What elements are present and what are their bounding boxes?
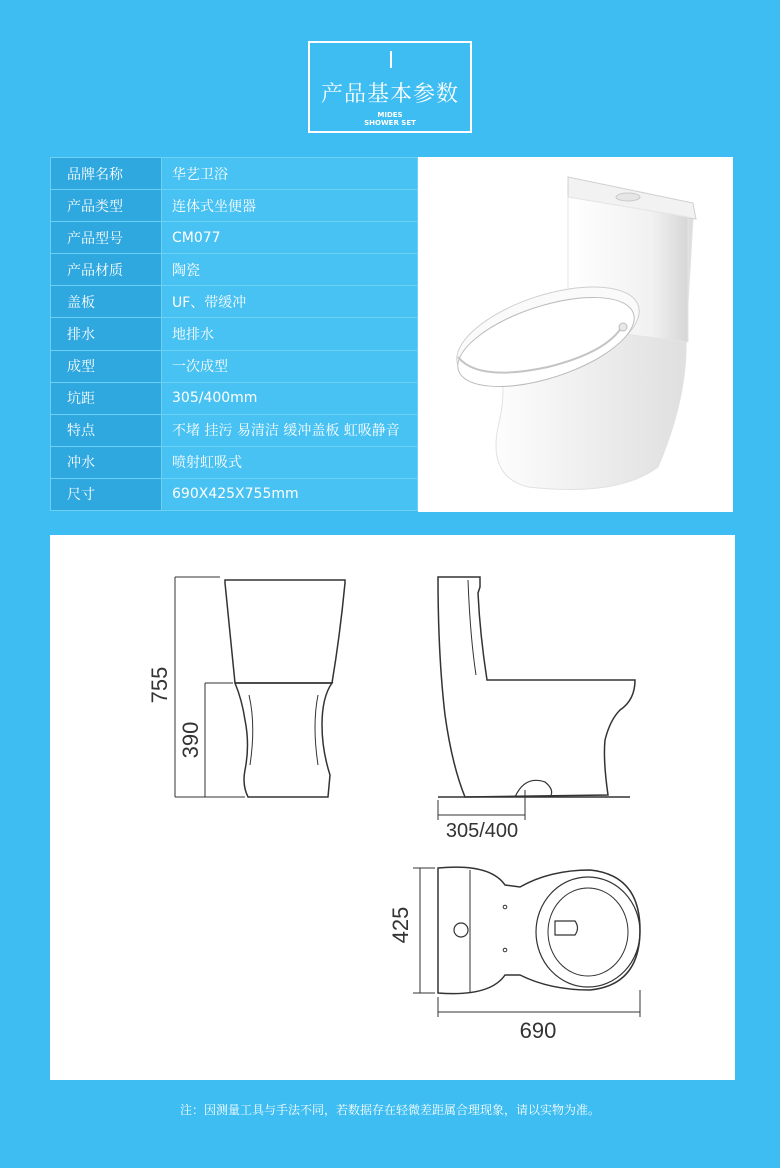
dimension-seat-height-label: 390 [178,721,203,759]
spec-row [51,254,418,286]
spec-row [51,222,418,254]
spec-value: UF、带缓冲 [162,286,418,318]
spec-label: 排水 [51,318,162,350]
spec-row [51,158,418,190]
dimension-drawing-panel [50,535,735,1080]
spec-label: 盖板 [51,286,162,318]
section-title: 产品基本参数 [320,82,459,107]
spec-row [51,382,418,414]
section-subtitle-brand: MIDES [377,111,403,119]
spec-label: 产品型号 [51,222,162,254]
spec-row [51,414,418,446]
spec-row [51,350,418,382]
section-subtitle-series: SHOWER SET [364,119,416,127]
spec-label: 坑距 [51,382,162,414]
spec-value: 喷射虹吸式 [162,446,418,478]
top-view [413,867,640,1017]
product-photo [418,157,733,512]
spec-value: 连体式坐便器 [162,190,418,222]
spec-label: 产品类型 [51,190,162,222]
spec-label: 品牌名称 [51,158,162,190]
spec-value: 690X425X755mm [162,478,418,510]
side-view [438,577,635,820]
front-view [175,577,345,797]
spec-value: 一次成型 [162,350,418,382]
spec-value: 华艺卫浴 [162,158,418,190]
spec-row [51,286,418,318]
spec-label: 冲水 [51,446,162,478]
title-accent-bar [390,51,392,68]
spec-label: 特点 [51,414,162,446]
spec-label: 成型 [51,350,162,382]
section-title-box [308,41,472,133]
technical-drawing [50,535,735,1080]
spec-value: CM077 [162,222,418,254]
dimension-height-label: 755 [147,666,172,704]
spec-value: 不堵 挂污 易清洁 缓冲盖板 虹吸静音 [162,414,418,446]
spec-row [51,318,418,350]
toilet-photo-illustration [418,157,733,512]
spec-table [50,157,418,511]
spec-row [51,190,418,222]
spec-label: 尺寸 [51,478,162,510]
disclaimer-note: 注：因测量工具与手法不同，若数据存在轻微差距属合理现象，请以实物为准。 [179,1103,600,1117]
dimension-rough-in-label: 305/400 [445,820,519,842]
dimension-length-label: 690 [519,1018,557,1043]
spec-value: 地排水 [162,318,418,350]
dimension-depth-label: 425 [388,906,413,944]
spec-row [51,478,418,510]
spec-value: 陶瓷 [162,254,418,286]
spec-label: 产品材质 [51,254,162,286]
spec-value: 305/400mm [162,382,418,414]
spec-row [51,446,418,478]
